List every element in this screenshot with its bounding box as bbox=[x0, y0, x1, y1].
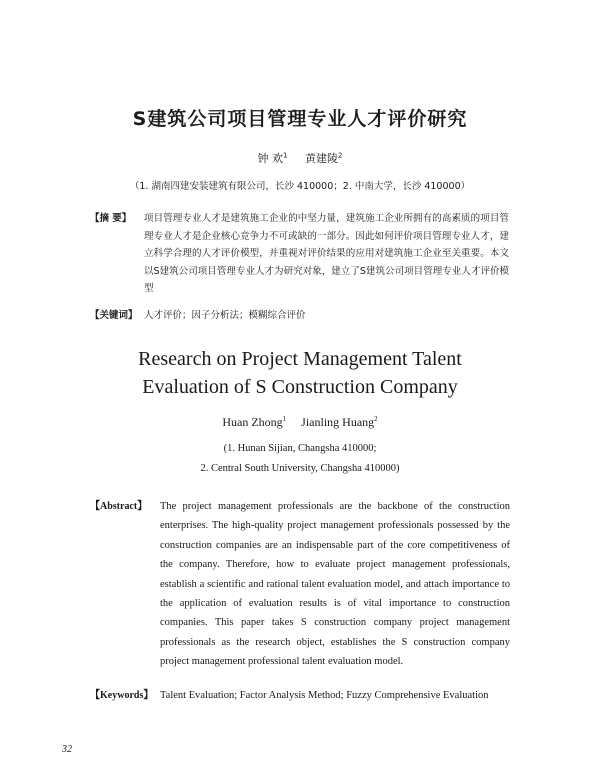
paper-title-cn: S建筑公司项目管理专业人才评价研究 bbox=[132, 108, 468, 130]
keywords-en-label: 【Keywords】 bbox=[90, 690, 154, 701]
paper-title-en-line: Research on Project Management Talent bbox=[138, 348, 462, 370]
affiliation-en-1: (1. Hunan Sijian, Changsha 410000; bbox=[223, 443, 377, 454]
paper-title-en bbox=[0, 345, 600, 401]
keywords-cn: 人才评价；因子分析法；模糊综合评价 bbox=[144, 310, 306, 321]
page-number: 32 bbox=[62, 744, 72, 755]
keywords-en: Talent Evaluation; Factor Analysis Method; Fuzzy Comprehensive Evaluation bbox=[160, 690, 489, 701]
author-mark: 2 bbox=[374, 415, 378, 423]
affiliation-cn: （1. 湖南四建安装建筑有限公司，长沙 410000；2. 中南大学，长沙 410000） bbox=[129, 181, 471, 192]
author-name-en: Huan Zhong bbox=[222, 415, 283, 429]
paper-title-en-line: Evaluation of S Construction Company bbox=[142, 376, 458, 398]
abstract-en-label: 【Abstract】 bbox=[90, 501, 148, 512]
author-name-cn: 黄建陵 bbox=[304, 152, 338, 165]
author-mark: 2 bbox=[337, 151, 343, 160]
affiliation-en-2: 2. Central South University, Changsha 410000) bbox=[200, 463, 400, 474]
author-name-en: Jianling Huang bbox=[301, 415, 375, 429]
author-mark: 1 bbox=[283, 151, 288, 160]
author-mark: 1 bbox=[282, 415, 287, 423]
keywords-cn-label: 【关键词】 bbox=[90, 310, 138, 321]
abstract-en: The project management professionals are the backbone of the construction enterprises. The high-quality project management professionals possessed by the construction companies are an indispensable part of the core competitiveness of the company. Therefore, how to evaluate project management professionals, establish a scientific and rational talent evaluation model, and attach importance to the application of evaluation results is of vital importance to construction companies. This paper takes S construction company project management professionals as the research object, establishes the S construction company project management professional talent evaluation model. bbox=[160, 501, 510, 668]
abstract-cn-label: 【摘 要】 bbox=[90, 213, 132, 224]
authors-en bbox=[0, 415, 600, 430]
author-name-cn: 钟 欢 bbox=[257, 152, 284, 165]
authors-cn bbox=[0, 150, 600, 166]
abstract-cn: 项目管理专业人才是建筑施工企业的中坚力量，建筑施工企业所拥有的高素质的项目管理专业人才是企业核心竞争力不可或缺的一部分。因此如何评价项目管理专业人才，建立科学合理的人才评价模型，并重视对评价结果的应用对建筑施工企业至关重要。本文以S建筑公司项目管理专业人才为研究对象，建立了S建筑公司项目管理专业人才评价模型 bbox=[144, 213, 509, 294]
